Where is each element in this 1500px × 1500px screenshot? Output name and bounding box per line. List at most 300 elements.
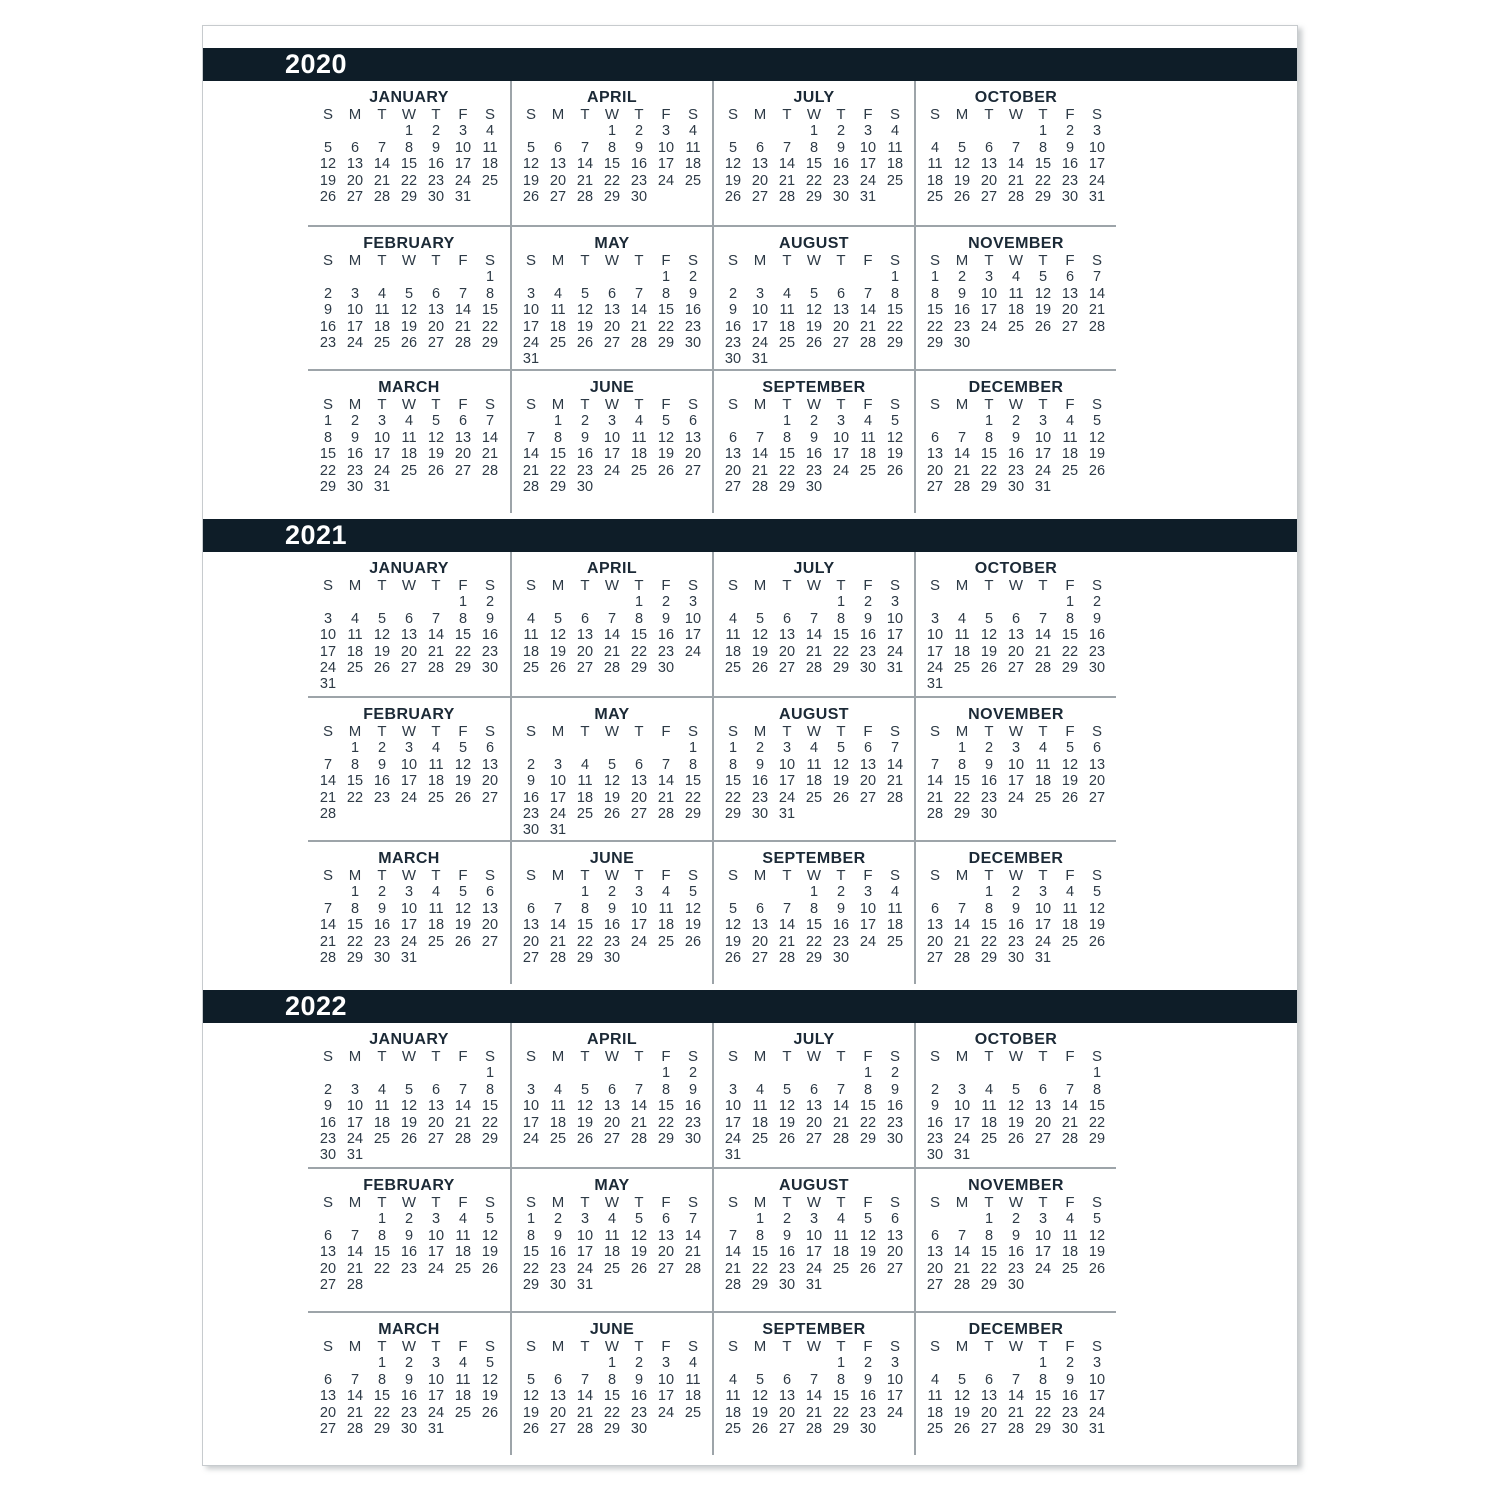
date-cell: 19 xyxy=(427,446,445,463)
date-cell: 16 xyxy=(319,318,337,335)
date-cell xyxy=(572,1355,599,1371)
date-cell: 25 xyxy=(684,172,702,189)
date-cell: 28 xyxy=(373,189,391,206)
date-cell xyxy=(855,479,882,495)
date-cell xyxy=(949,884,976,900)
date-cell: 22 xyxy=(684,789,702,806)
date-cell xyxy=(369,676,396,692)
date-cell: 14 xyxy=(481,429,499,446)
date-cell: 1 xyxy=(782,413,792,430)
date-cell: 28 xyxy=(630,1131,648,1148)
date-cell: 25 xyxy=(926,1421,944,1438)
date-cell: 14 xyxy=(576,156,594,173)
date-cell xyxy=(545,884,572,900)
date-cell: 4 xyxy=(377,1081,387,1098)
date-cell: 29 xyxy=(657,335,675,352)
date-cell: 29 xyxy=(603,1421,621,1438)
date-cell: 7 xyxy=(323,900,333,917)
weekday-cell: F xyxy=(863,252,873,269)
date-cell: 20 xyxy=(657,1244,675,1261)
date-cell: 22 xyxy=(859,1114,877,1131)
date-cell: 6 xyxy=(553,1371,563,1388)
date-cell: 16 xyxy=(778,1244,796,1261)
weekday-cell: F xyxy=(1065,1338,1075,1355)
weekday-cell: T xyxy=(782,396,792,413)
weekday-cell: M xyxy=(348,396,362,413)
date-cell: 23 xyxy=(980,789,998,806)
date-cell: 22 xyxy=(549,462,567,479)
date-cell: 10 xyxy=(859,900,877,917)
date-cell xyxy=(1030,335,1057,351)
date-cell xyxy=(1030,594,1057,610)
date-cell: 7 xyxy=(809,1371,819,1388)
date-cell: 8 xyxy=(580,900,590,917)
date-cell: 3 xyxy=(404,740,414,757)
date-cell: 4 xyxy=(553,1081,563,1098)
date-cell: 23 xyxy=(427,172,445,189)
weekday-cell: S xyxy=(727,396,738,413)
date-cell: 22 xyxy=(603,172,621,189)
date-cell: 6 xyxy=(688,413,698,430)
date-cell xyxy=(828,1277,855,1293)
date-cell: 17 xyxy=(576,1244,594,1261)
date-cell: 18 xyxy=(1061,917,1079,934)
date-cell xyxy=(545,1065,572,1081)
date-cell xyxy=(423,479,450,495)
weekday-cell: T xyxy=(431,396,441,413)
date-cell: 2 xyxy=(1065,1355,1075,1372)
weekday-cell: M xyxy=(955,723,969,740)
date-cell: 29 xyxy=(481,1131,499,1148)
date-cell: 10 xyxy=(886,1371,904,1388)
date-cell: 17 xyxy=(454,156,472,173)
weekday-cell: F xyxy=(661,723,671,740)
date-cell: 21 xyxy=(1034,643,1052,660)
date-cell: 14 xyxy=(832,1098,850,1115)
weekday-cell: T xyxy=(377,252,387,269)
date-cell: 21 xyxy=(1061,1114,1079,1131)
date-cell xyxy=(369,594,396,610)
date-cell: 3 xyxy=(1092,123,1102,140)
date-cell: 5 xyxy=(836,740,846,757)
date-cell: 6 xyxy=(930,1227,940,1244)
date-cell: 22 xyxy=(980,933,998,950)
month-title: NOVEMBER xyxy=(968,235,1064,252)
weekday-cell: S xyxy=(727,1338,738,1355)
date-cell: 16 xyxy=(751,773,769,790)
date-cell xyxy=(774,1147,801,1163)
weekday-cell: M xyxy=(753,577,767,594)
date-cell: 7 xyxy=(634,285,644,302)
date-cell: 3 xyxy=(957,1081,967,1098)
date-cell: 13 xyxy=(1061,285,1079,302)
date-cell xyxy=(882,1277,909,1293)
date-cell: 6 xyxy=(1092,740,1102,757)
date-cell: 12 xyxy=(980,627,998,644)
month-2020-september xyxy=(712,369,914,513)
date-cell xyxy=(518,1065,545,1081)
weekday-cell: W xyxy=(1008,1338,1024,1355)
date-cell: 10 xyxy=(724,1098,742,1115)
date-cell: 20 xyxy=(1088,773,1106,790)
date-cell xyxy=(1084,1147,1111,1163)
date-cell: 10 xyxy=(805,1227,823,1244)
date-cell: 14 xyxy=(522,446,540,463)
weekday-cell: W xyxy=(401,1338,417,1355)
date-cell: 1 xyxy=(836,1355,846,1372)
date-cell: 27 xyxy=(319,1421,337,1438)
date-cell: 19 xyxy=(684,917,702,934)
date-cell: 25 xyxy=(832,1260,850,1277)
date-cell xyxy=(801,269,828,285)
date-cell: 8 xyxy=(485,1081,495,1098)
date-cell: 31 xyxy=(400,950,418,967)
weekday-cell: F xyxy=(863,106,873,123)
date-cell: 4 xyxy=(634,413,644,430)
date-cell: 21 xyxy=(576,1404,594,1421)
date-cell: 10 xyxy=(400,756,418,773)
date-cell xyxy=(828,806,855,822)
month-title: JULY xyxy=(793,560,835,577)
date-cell: 9 xyxy=(377,900,387,917)
date-cell: 8 xyxy=(809,139,819,156)
weekday-cell: S xyxy=(727,867,738,884)
date-cell: 25 xyxy=(454,1260,472,1277)
date-cell: 27 xyxy=(1007,660,1025,677)
weekday-cell: T xyxy=(984,1048,994,1065)
date-cell: 17 xyxy=(778,773,796,790)
date-cell: 27 xyxy=(657,1260,675,1277)
date-cell: 30 xyxy=(549,1277,567,1294)
month-2020-august xyxy=(712,225,914,369)
date-cell: 12 xyxy=(953,156,971,173)
weekday-cell: S xyxy=(687,1048,698,1065)
date-cell: 7 xyxy=(553,900,563,917)
weekday-cell: T xyxy=(782,106,792,123)
date-cell: 4 xyxy=(755,1081,765,1098)
date-cell: 7 xyxy=(458,1081,468,1098)
date-cell: 10 xyxy=(1034,429,1052,446)
date-cell: 21 xyxy=(926,789,944,806)
date-cell: 30 xyxy=(427,189,445,206)
date-cell: 14 xyxy=(549,917,567,934)
date-cell xyxy=(342,806,369,822)
date-cell: 27 xyxy=(319,1277,337,1294)
weekday-cell: F xyxy=(1065,106,1075,123)
date-cell: 29 xyxy=(373,1421,391,1438)
date-cell: 28 xyxy=(657,806,675,823)
date-cell: 29 xyxy=(454,660,472,677)
weekday-cell: W xyxy=(401,396,417,413)
date-cell: 23 xyxy=(832,172,850,189)
date-cell: 22 xyxy=(576,933,594,950)
weekday-cell: S xyxy=(929,1338,940,1355)
date-cell: 1 xyxy=(863,1065,873,1082)
date-cell: 1 xyxy=(607,123,617,140)
date-cell: 25 xyxy=(427,789,445,806)
date-cell: 27 xyxy=(1088,789,1106,806)
date-cell: 11 xyxy=(1035,756,1051,773)
date-cell: 3 xyxy=(930,610,940,627)
date-cell: 19 xyxy=(454,917,472,934)
date-cell: 22 xyxy=(481,1114,499,1131)
date-cell xyxy=(369,1065,396,1081)
month-grid xyxy=(714,1049,914,1164)
date-cell xyxy=(653,740,680,756)
weekday-cell: T xyxy=(634,577,644,594)
month-title: FEBRUARY xyxy=(363,235,455,252)
date-cell: 27 xyxy=(805,1131,823,1148)
month-2022-may xyxy=(510,1167,712,1311)
weekday-cell: W xyxy=(806,106,822,123)
date-cell: 13 xyxy=(481,756,499,773)
date-cell: 24 xyxy=(684,643,702,660)
date-cell: 19 xyxy=(778,1114,796,1131)
date-cell: 25 xyxy=(657,933,675,950)
date-cell: 8 xyxy=(728,756,738,773)
weekday-cell: W xyxy=(806,1048,822,1065)
date-cell: 7 xyxy=(580,139,590,156)
date-cell: 28 xyxy=(953,950,971,967)
date-cell: 7 xyxy=(580,1371,590,1388)
date-cell: 15 xyxy=(1034,1388,1052,1405)
month-title: MARCH xyxy=(378,379,440,396)
date-cell: 24 xyxy=(886,1404,904,1421)
date-cell xyxy=(1030,806,1057,822)
date-cell: 21 xyxy=(953,1260,971,1277)
date-cell: 16 xyxy=(1007,446,1025,463)
date-cell: 11 xyxy=(806,756,822,773)
date-cell xyxy=(626,351,653,367)
date-cell: 11 xyxy=(779,302,795,319)
date-cell: 9 xyxy=(485,610,495,627)
date-cell: 20 xyxy=(832,318,850,335)
date-cell: 19 xyxy=(454,773,472,790)
date-cell: 28 xyxy=(953,479,971,496)
date-cell: 8 xyxy=(350,900,360,917)
date-cell: 10 xyxy=(454,139,472,156)
weekday-cell: T xyxy=(634,867,644,884)
date-cell xyxy=(855,950,882,966)
weekday-cell: S xyxy=(889,252,900,269)
weekday-cell: M xyxy=(348,106,362,123)
date-cell: 4 xyxy=(377,285,387,302)
date-cell: 19 xyxy=(576,1114,594,1131)
months-grid xyxy=(308,552,1116,984)
weekday-cell: M xyxy=(955,867,969,884)
date-cell: 31 xyxy=(522,351,540,368)
date-cell: 19 xyxy=(657,446,675,463)
date-cell xyxy=(342,676,369,692)
date-cell: 3 xyxy=(526,285,536,302)
date-cell: 30 xyxy=(980,806,998,823)
date-cell: 28 xyxy=(454,335,472,352)
weekday-cell: F xyxy=(458,106,468,123)
month-title: JUNE xyxy=(589,379,635,396)
date-cell: 13 xyxy=(926,1244,944,1261)
date-cell: 14 xyxy=(778,917,796,934)
date-cell: 10 xyxy=(684,610,702,627)
date-cell xyxy=(1084,950,1111,966)
date-cell: 4 xyxy=(458,1355,468,1372)
weekday-cell: S xyxy=(1091,1338,1102,1355)
weekday-cell: S xyxy=(322,396,333,413)
date-cell xyxy=(976,1355,1003,1371)
month-title: MARCH xyxy=(378,1321,440,1338)
date-cell: 27 xyxy=(549,1421,567,1438)
date-cell: 11 xyxy=(550,1098,566,1115)
date-cell xyxy=(1057,806,1084,822)
date-cell: 23 xyxy=(373,789,391,806)
date-cell: 14 xyxy=(454,302,472,319)
date-cell: 10 xyxy=(751,302,769,319)
weekday-cell: W xyxy=(604,723,620,740)
date-cell: 11 xyxy=(577,773,593,790)
weekday-cell: F xyxy=(1065,867,1075,884)
date-cell: 27 xyxy=(832,335,850,352)
date-cell: 8 xyxy=(323,429,333,446)
weekday-cell: T xyxy=(1038,723,1048,740)
date-cell: 20 xyxy=(980,1404,998,1421)
date-cell xyxy=(369,1277,396,1293)
date-cell xyxy=(949,1355,976,1371)
date-cell: 10 xyxy=(319,627,337,644)
date-cell: 16 xyxy=(886,1098,904,1115)
weekday-cell: T xyxy=(836,252,846,269)
date-cell: 12 xyxy=(603,773,621,790)
date-cell xyxy=(720,269,747,285)
date-cell: 18 xyxy=(778,318,796,335)
date-cell: 21 xyxy=(549,933,567,950)
date-cell: 24 xyxy=(1034,1260,1052,1277)
date-cell: 14 xyxy=(805,627,823,644)
date-cell: 5 xyxy=(323,139,333,156)
date-cell xyxy=(342,123,369,139)
date-cell: 30 xyxy=(926,1147,944,1164)
date-cell: 26 xyxy=(576,335,594,352)
year-bar xyxy=(203,990,1297,1023)
date-cell: 15 xyxy=(1034,156,1052,173)
weekday-cell: F xyxy=(661,1338,671,1355)
date-cell: 2 xyxy=(863,594,873,611)
date-cell: 11 xyxy=(523,627,539,644)
weekday-cell: T xyxy=(984,1338,994,1355)
date-cell: 5 xyxy=(1038,269,1048,286)
weekday-cell: M xyxy=(955,1194,969,1211)
date-cell: 5 xyxy=(485,1211,495,1228)
date-cell xyxy=(315,123,342,139)
date-cell xyxy=(477,676,504,692)
date-cell: 30 xyxy=(832,950,850,967)
weekday-cell: T xyxy=(836,1194,846,1211)
month-2021-october xyxy=(914,552,1116,696)
date-cell: 16 xyxy=(953,302,971,319)
weekday-cell: F xyxy=(863,1338,873,1355)
weekday-cell: T xyxy=(782,1338,792,1355)
date-cell: 18 xyxy=(630,446,648,463)
date-cell: 16 xyxy=(1061,156,1079,173)
date-cell: 20 xyxy=(319,1260,337,1277)
date-cell: 12 xyxy=(427,429,445,446)
date-cell: 30 xyxy=(805,479,823,496)
date-cell: 4 xyxy=(930,1371,940,1388)
date-cell: 8 xyxy=(809,900,819,917)
date-cell: 19 xyxy=(953,1404,971,1421)
date-cell: 5 xyxy=(809,285,819,302)
date-cell: 21 xyxy=(684,1244,702,1261)
date-cell: 26 xyxy=(724,950,742,967)
weekday-cell: T xyxy=(782,252,792,269)
date-cell: 28 xyxy=(549,950,567,967)
date-cell: 5 xyxy=(580,1081,590,1098)
weekday-cell: S xyxy=(1091,577,1102,594)
date-cell xyxy=(922,123,949,139)
weekday-cell: T xyxy=(580,1048,590,1065)
date-cell: 13 xyxy=(481,900,499,917)
weekday-cell: M xyxy=(955,106,969,123)
date-cell: 25 xyxy=(522,660,540,677)
date-cell: 19 xyxy=(1007,1114,1025,1131)
date-cell: 16 xyxy=(630,156,648,173)
date-cell xyxy=(828,1065,855,1081)
date-cell: 6 xyxy=(890,1211,900,1228)
date-cell: 22 xyxy=(346,789,364,806)
date-cell: 15 xyxy=(980,1244,998,1261)
date-cell: 12 xyxy=(630,1227,648,1244)
date-cell: 30 xyxy=(576,479,594,496)
date-cell: 31 xyxy=(778,806,796,823)
date-cell: 19 xyxy=(481,1244,499,1261)
date-cell: 21 xyxy=(805,1404,823,1421)
date-cell: 30 xyxy=(751,806,769,823)
date-cell: 19 xyxy=(319,172,337,189)
date-cell: 19 xyxy=(953,172,971,189)
date-cell xyxy=(450,676,477,692)
date-cell: 10 xyxy=(1034,900,1052,917)
weekday-cell: W xyxy=(401,1194,417,1211)
year-bar xyxy=(203,519,1297,552)
date-cell: 13 xyxy=(926,917,944,934)
date-cell: 17 xyxy=(1034,446,1052,463)
date-cell: 23 xyxy=(522,806,540,823)
date-cell xyxy=(572,822,599,838)
date-cell: 28 xyxy=(319,950,337,967)
date-cell: 1 xyxy=(661,1065,671,1082)
date-cell: 9 xyxy=(323,302,333,319)
weekday-cell: S xyxy=(889,1338,900,1355)
date-cell: 9 xyxy=(863,610,873,627)
date-cell: 23 xyxy=(630,172,648,189)
date-cell: 29 xyxy=(805,189,823,206)
date-cell: 14 xyxy=(778,156,796,173)
date-cell: 23 xyxy=(859,1404,877,1421)
date-cell: 1 xyxy=(634,594,644,611)
date-cell: 21 xyxy=(346,1260,364,1277)
date-cell: 19 xyxy=(630,1244,648,1261)
weekday-cell: S xyxy=(322,106,333,123)
date-cell: 23 xyxy=(346,462,364,479)
date-cell xyxy=(1084,806,1111,822)
date-cell: 25 xyxy=(346,660,364,677)
date-cell: 26 xyxy=(400,1131,418,1148)
weekday-cell: T xyxy=(431,252,441,269)
date-cell: 29 xyxy=(576,950,594,967)
weekday-cell: T xyxy=(836,1048,846,1065)
date-cell: 25 xyxy=(1034,789,1052,806)
month-title: JULY xyxy=(793,89,835,106)
date-cell: 23 xyxy=(953,318,971,335)
date-cell xyxy=(680,189,707,205)
